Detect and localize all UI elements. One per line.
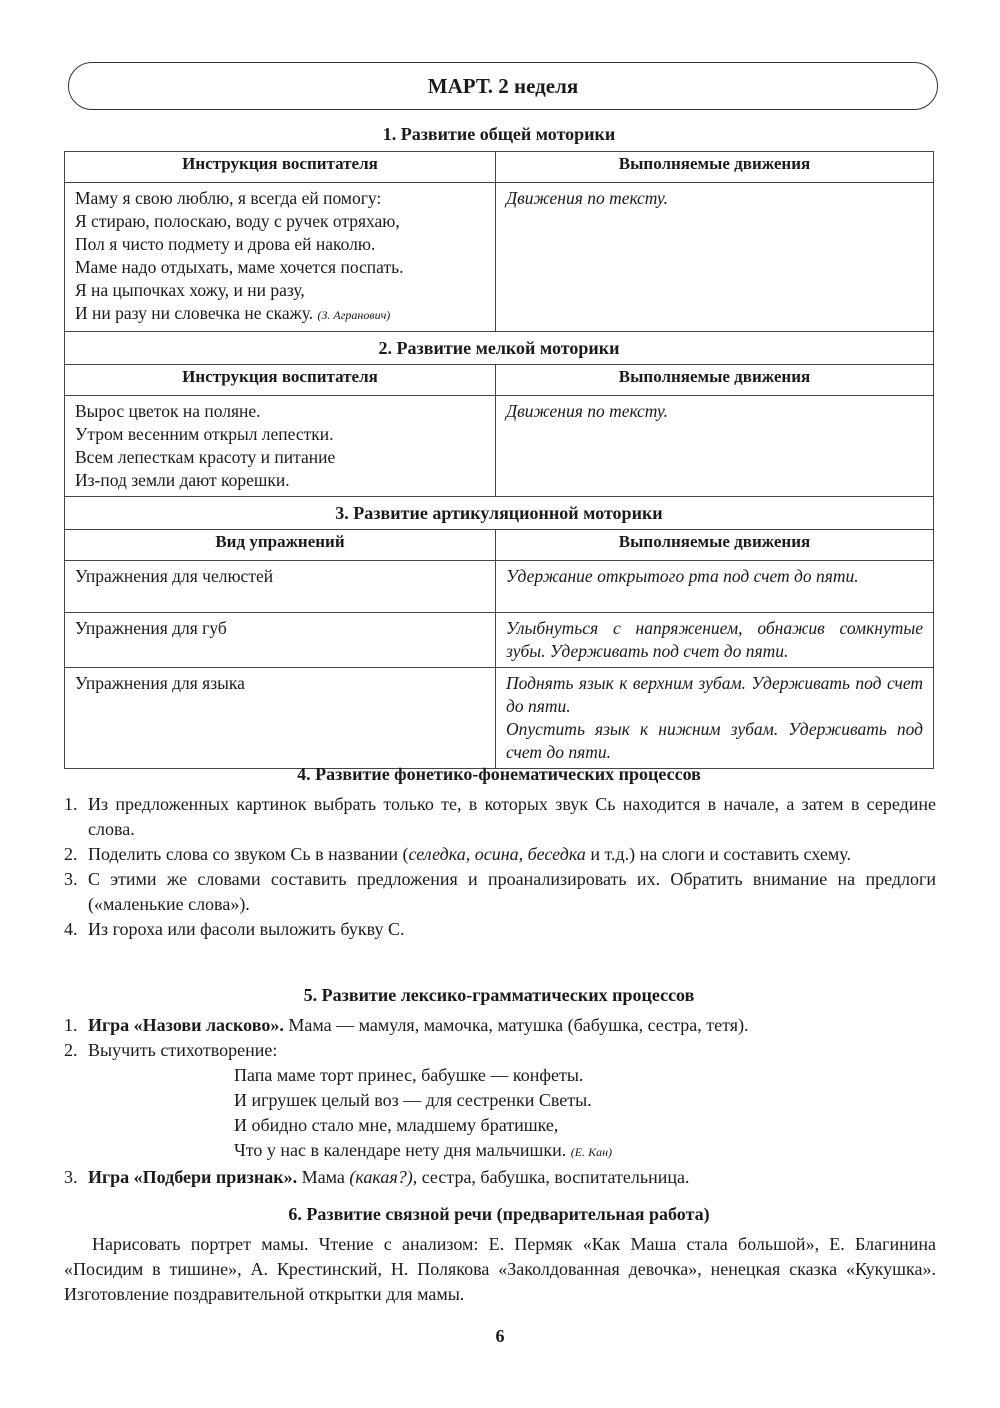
poem-line: И ни разу ни словечка не скажу. (З. Агранович) <box>75 303 391 323</box>
section6-paragraph: Нарисовать портрет мамы. Чтение с анализом: Е. Пермяк «Как Маша стала большой», Е. Благинина «Посидим в тишине», А. Крестинский, Н. Полякова «Заколдованная девочка», ненецкая сказка «Кукушка». Изготовление поздравительной открытки для мамы. <box>64 1234 936 1304</box>
list-item: 3. С этими же словами составить предложения и проанализировать их. Обратить внимание на предлоги («маленькие слова»). <box>64 869 936 914</box>
poem-line: Всем лепесткам красоту и питание <box>75 447 336 467</box>
list-item: 4. Из гороха или фасоли выложить букву С. <box>64 919 405 939</box>
exercise-type: Упражнения для языка <box>65 668 496 769</box>
poem-author: (Е. Кан) <box>570 1145 613 1159</box>
s1-col-right-header: Выполняемые движения <box>496 152 934 183</box>
s1-movements-cell: Движения по тексту. <box>496 183 934 332</box>
table-row <box>65 561 934 613</box>
poem-line: И игрушек целый воз — для сестренки Светы. <box>234 1090 592 1110</box>
section3-title: 3. Развитие артикуляционной моторики <box>65 497 934 530</box>
section4-list <box>64 792 936 942</box>
section2-title: 2. Развитие мелкой моторики <box>65 332 934 365</box>
list-item: 1. Из предложенных картинок выбрать только те, в которых звук Сь находится в начале, а затем в середине слова. <box>64 794 936 839</box>
page-title: МАРТ. 2 неделя <box>427 73 579 98</box>
s2-instruction-cell <box>65 396 496 497</box>
s3-col-left-header: Вид упражнений <box>65 530 496 561</box>
poem-line: Маме надо отдыхать, маме хочется поспать. <box>75 257 404 277</box>
section6-title: 6. Развитие связной речи (предварительная работа) <box>288 1204 710 1224</box>
section4-title: 4. Развитие фонетико-фонематических процессов <box>297 764 701 784</box>
table-row <box>65 668 934 769</box>
poem-block <box>64 1063 936 1165</box>
poem-line: Вырос цветок на поляне. <box>75 401 261 421</box>
section5-title: 5. Развитие лексико-грамматических процессов <box>303 985 695 1005</box>
exercise-type: Упражнения для челюстей <box>65 561 496 613</box>
s2-movements-cell: Движения по тексту. <box>496 396 934 497</box>
motor-tables <box>64 151 934 769</box>
table-row <box>65 613 934 668</box>
page-title-banner <box>68 62 938 110</box>
poem-line: Утром весенним открыл лепестки. <box>75 424 334 444</box>
section1-title: 1. Развитие общей моторики <box>382 124 616 144</box>
poem-line: Из-под земли дают корешки. <box>75 470 290 490</box>
s3-col-right-header: Выполняемые движения <box>496 530 934 561</box>
exercise-movement: Поднять язык к верхним зубам. Удерживать под счет до пяти. Опустить язык к нижним зубам. Удерживать под счет до пяти. <box>496 668 934 769</box>
poem-line: Пол я чисто подмету и дрова ей наколю. <box>75 234 376 254</box>
poem-line: Что у нас в календаре нету дня мальчишки. (Е. Кан) <box>234 1140 613 1160</box>
exercise-type: Упражнения для губ <box>65 613 496 668</box>
poem-line: Я на цыпочках хожу, и ни разу, <box>75 280 305 300</box>
s1-instruction-cell <box>65 183 496 332</box>
list-item: 2. Выучить стихотворение: <box>64 1040 278 1060</box>
exercise-movement: Удержание открытого рта под счет до пяти. <box>496 561 934 613</box>
exercise-movement: Улыбнуться с напряжением, обнажив сомкнутые зубы. Удерживать под счет до пяти. <box>496 613 934 668</box>
s2-col-right-header: Выполняемые движения <box>496 365 934 396</box>
s2-col-left-header: Инструкция воспитателя <box>65 365 496 396</box>
poem-line: Маму я свою люблю, я всегда ей помогу: <box>75 188 382 208</box>
list-item: 3. Игра «Подбери признак». Мама (какая?), сестра, бабушка, воспитательница. <box>64 1167 690 1187</box>
page-number: 6 <box>495 1326 505 1346</box>
section5-list <box>64 1013 936 1190</box>
poem-line: Я стираю, полоскаю, воду с ручек отряхаю, <box>75 211 400 231</box>
s1-col-left-header: Инструкция воспитателя <box>65 152 496 183</box>
poem-line: И обидно стало мне, младшему братишке, <box>234 1115 559 1135</box>
list-item: 2. Поделить слова со звуком Сь в названии (селедка, осина, беседка и т.д.) на слоги и составить схему. <box>64 844 851 864</box>
list-item: 1. Игра «Назови ласково». Мама — мамуля, мамочка, матушка (бабушка, сестра, тетя). <box>64 1015 749 1035</box>
poem-line: Папа маме торт принес, бабушке — конфеты. <box>234 1065 584 1085</box>
poem-author: (З. Агранович) <box>317 308 391 322</box>
